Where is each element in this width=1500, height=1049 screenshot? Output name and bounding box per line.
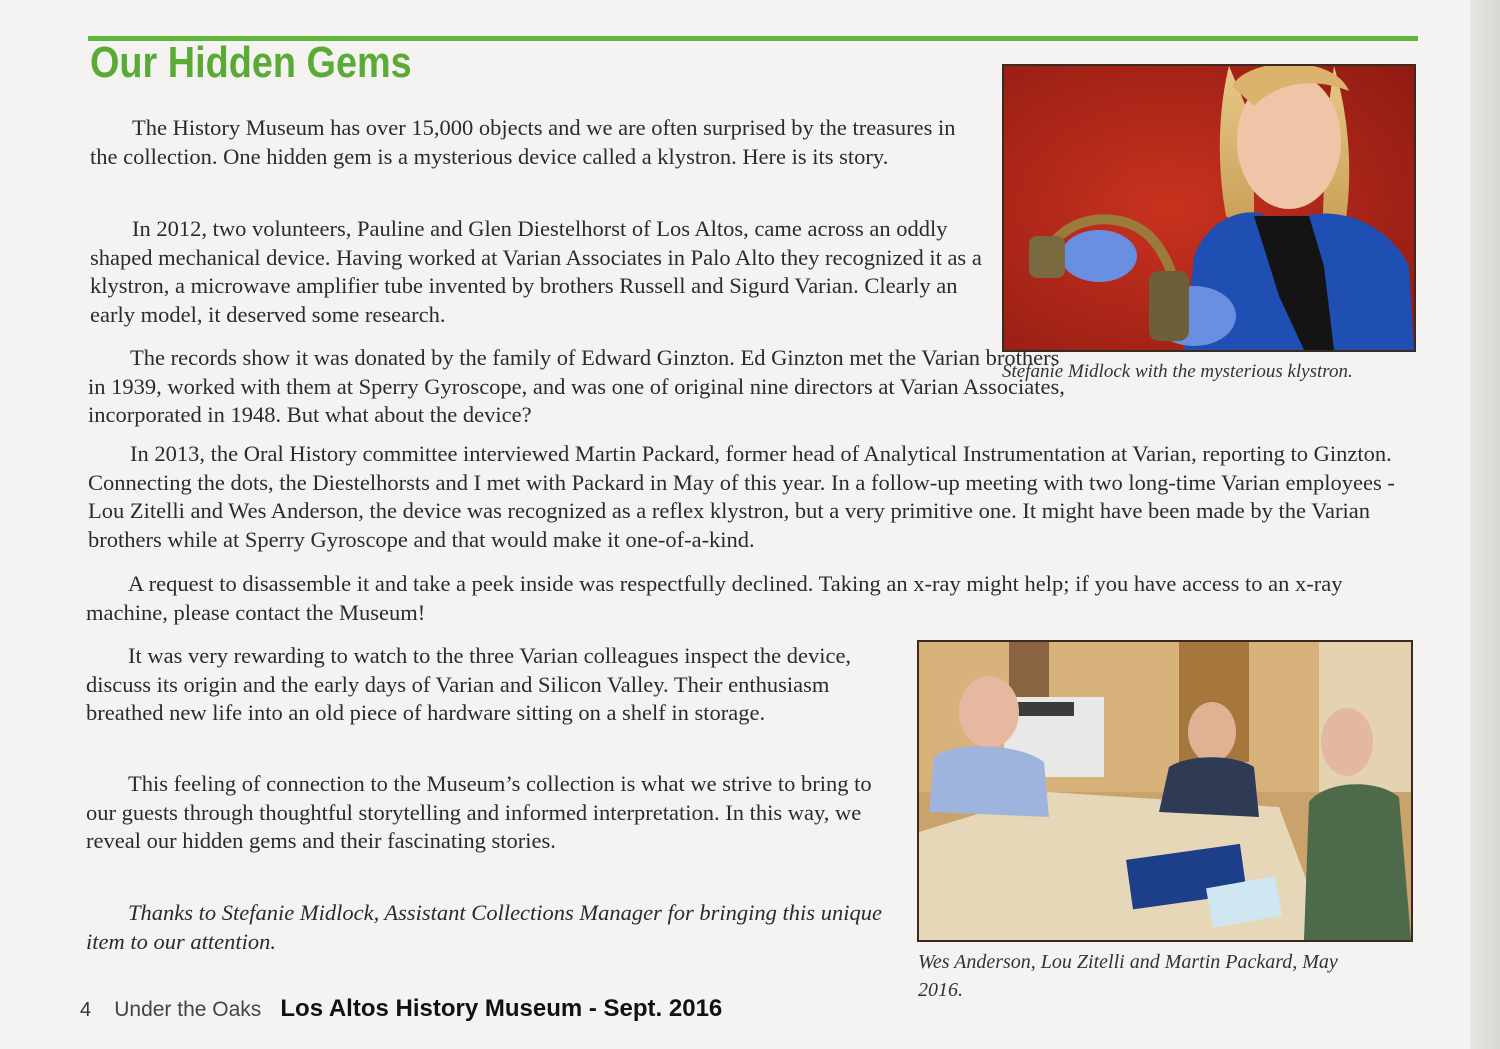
caption-top-photo: Stefanie Midlock with the mysterious klystron. — [1002, 361, 1353, 382]
photo-three-varian-colleagues — [917, 640, 1413, 942]
paragraph-5: A request to disassemble it and take a peek inside was respectfully declined. Taking an x-ray might help; if you have access to an x-ray machine, please contact the Museum! — [86, 571, 1343, 625]
photo-stefanie-klystron — [1002, 64, 1416, 352]
paragraph-1: The History Museum has over 15,000 objects and we are often surprised by the treasures in the collection. One hidden gem is a mysterious device called a klystron. Here is its story. — [90, 115, 956, 169]
publication-name: Under the Oaks — [114, 998, 262, 1021]
paragraph-7: This feeling of connection to the Museum’s collection is what we strive to bring to our guests through thoughtful storytelling and informed interpretation. In this way, we reveal our hidden gems and their fascinating stories. — [86, 771, 872, 853]
photo-stefanie-klystron-illustration — [1004, 66, 1414, 350]
photo-three-varian-colleagues-illustration — [919, 642, 1411, 940]
paragraph-3: The records show it was donated by the family of Edward Ginzton. Ed Ginzton met the Varian brothers in 1939, worked with them at Sperry Gyroscope, and was one of original nine directors at Varian Associates, incorporated in 1948. But what about the device? — [88, 345, 1065, 427]
paragraph-6: It was very rewarding to watch to the three Varian colleagues inspect the device, discuss its origin and the early days of Varian and Silicon Valley. Their enthusiasm breathed new life into an old piece of hardware sitting on a shelf in storage. — [86, 643, 852, 725]
article-title: Our Hidden Gems — [90, 38, 412, 87]
paragraph-4: In 2013, the Oral History committee interviewed Martin Packard, former head of Analytical Instrumentation at Varian, reporting to Ginzton. Connecting the dots, the Diestelhorsts and I met with Packard in May of this year. In a follow-up meeting with two long-time Varian employees - Lou Zitelli and Wes Anderson, the device was recognized as a reflex klystron, but a very primitive one. It might have been made by the Varian brothers while at Sperry Gyroscope and that would make it one-of-a-kind. — [88, 441, 1395, 552]
page-number: 4 — [80, 999, 92, 1021]
paragraph-thanks: Thanks to Stefanie Midlock, Assistant Collections Manager for bringing this unique item to our attention. — [86, 900, 882, 954]
footer-credit: Los Altos History Museum - Sept. 2016 — [280, 995, 723, 1022]
page-footer — [80, 995, 722, 1023]
caption-bottom-photo: Wes Anderson, Lou Zitelli and Martin Packard, May 2016. — [918, 951, 1338, 1001]
page-binding-edge — [1470, 0, 1500, 1049]
paragraph-2: In 2012, two volunteers, Pauline and Glen Diestelhorst of Los Altos, came across an oddly shaped mechanical device. Having worked at Varian Associates in Palo Alto they recognized it as a klystron, a microwave amplifier tube invented by brothers Russell and Sigurd Varian. Clearly an early model, it deserved some research. — [90, 216, 982, 327]
